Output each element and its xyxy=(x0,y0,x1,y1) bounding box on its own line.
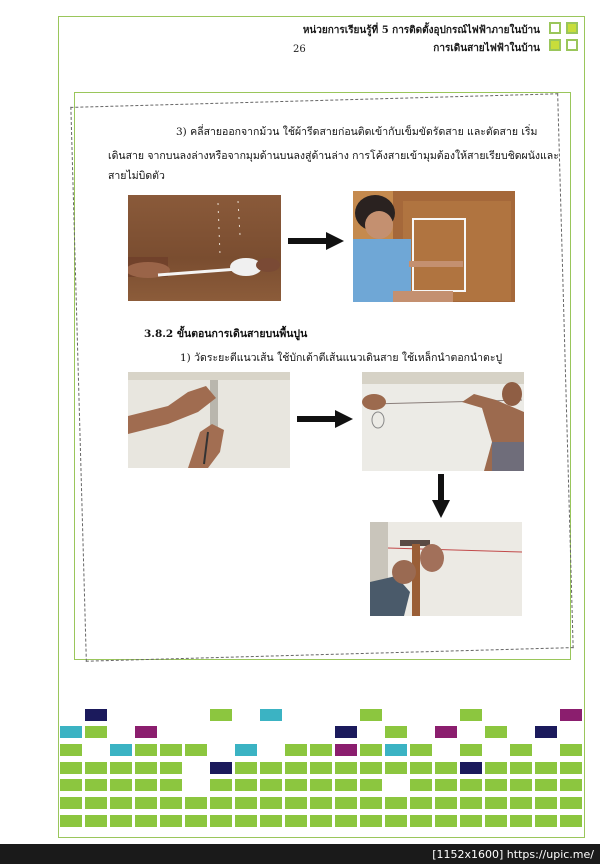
decorative-tile xyxy=(410,815,432,827)
decorative-tile xyxy=(235,762,257,774)
decorative-tile xyxy=(135,797,157,809)
decorative-tile xyxy=(135,762,157,774)
decorative-tile xyxy=(535,762,557,774)
decorative-tile xyxy=(360,744,382,756)
decorative-tile xyxy=(385,726,407,738)
decorative-tile xyxy=(385,744,407,756)
decorative-tile xyxy=(60,815,82,827)
decorative-tile xyxy=(210,762,232,774)
decorative-tile xyxy=(360,797,382,809)
photo-hammering-nail xyxy=(370,522,522,616)
decorative-tile xyxy=(485,762,507,774)
decorative-tile xyxy=(560,779,582,791)
decorative-tile xyxy=(335,726,357,738)
decorative-tile xyxy=(385,815,407,827)
decorative-tile xyxy=(110,779,132,791)
decorative-tile xyxy=(460,762,482,774)
decorative-tile xyxy=(435,726,457,738)
decorative-tile xyxy=(535,815,557,827)
paragraph-line: เดินสาย จากบนลงล่างหรือจากมุมด้านบนลงสู่ด้านล่าง การโค้งสายเข้ามุมต้องให้สายเรียบชิดผนังและ xyxy=(108,150,559,162)
decorative-tile xyxy=(135,726,157,738)
decorative-tile xyxy=(560,815,582,827)
decorative-tile xyxy=(310,762,332,774)
decorative-tile xyxy=(135,779,157,791)
decorative-tile xyxy=(285,744,307,756)
paragraph-line: สายไม่บิดตัว xyxy=(108,170,165,182)
decorative-tile xyxy=(560,709,582,721)
decorative-tile xyxy=(410,762,432,774)
decorative-tile xyxy=(485,797,507,809)
chapter-title: หน่วยการเรียนรู้ที่ 5 การติดตั้งอุปกรณ์ไฟฟ้าภายในบ้าน xyxy=(302,25,540,36)
decorative-tile xyxy=(85,815,107,827)
decorative-tile xyxy=(285,779,307,791)
decorative-tile xyxy=(235,815,257,827)
decorative-tile xyxy=(335,744,357,756)
decorative-tile xyxy=(210,779,232,791)
decorative-tile xyxy=(160,779,182,791)
decorative-tile xyxy=(310,815,332,827)
decorative-tile xyxy=(560,797,582,809)
decorative-tile xyxy=(360,709,382,721)
decorative-tile xyxy=(210,815,232,827)
decorative-tile xyxy=(435,779,457,791)
photo-hammering-nail-drawing xyxy=(370,522,522,616)
decorative-tile xyxy=(460,779,482,791)
decorative-tile xyxy=(385,797,407,809)
decorative-tile xyxy=(360,779,382,791)
photo-chalk-line-drawing xyxy=(362,372,524,471)
decorative-tile xyxy=(85,797,107,809)
decorative-tile xyxy=(185,797,207,809)
decorative-tile xyxy=(485,779,507,791)
decorative-tile xyxy=(535,779,557,791)
decorative-tile xyxy=(60,797,82,809)
decorative-tile xyxy=(110,744,132,756)
decorative-tile xyxy=(435,762,457,774)
decorative-tile xyxy=(85,779,107,791)
decorative-tile xyxy=(560,762,582,774)
decorative-tile xyxy=(360,815,382,827)
decorative-tile xyxy=(160,744,182,756)
decorative-tile xyxy=(435,815,457,827)
decorative-tile xyxy=(535,726,557,738)
decorative-tile xyxy=(235,744,257,756)
decorative-tile xyxy=(460,797,482,809)
photo-measuring-wall-drawing xyxy=(128,372,290,468)
decorative-tile xyxy=(60,726,82,738)
decorative-tile xyxy=(210,797,232,809)
decorative-tile xyxy=(260,779,282,791)
decorative-tile xyxy=(60,779,82,791)
decorative-tile xyxy=(135,815,157,827)
image-source-caption: [1152x1600] https://upic.me/ xyxy=(432,848,594,861)
page-number: 26 xyxy=(293,44,306,55)
decorative-tile xyxy=(560,744,582,756)
down-arrow-icon xyxy=(432,474,450,518)
decorative-tile xyxy=(285,797,307,809)
decorative-tile xyxy=(260,815,282,827)
decorative-tile xyxy=(510,762,532,774)
decorative-tile xyxy=(235,797,257,809)
decorative-tile xyxy=(510,744,532,756)
decorative-tile xyxy=(110,797,132,809)
decorative-tile xyxy=(535,797,557,809)
decorative-tile xyxy=(460,815,482,827)
decorative-tile xyxy=(160,815,182,827)
decorative-tile xyxy=(310,797,332,809)
decorative-tile xyxy=(160,762,182,774)
decorative-tile xyxy=(335,762,357,774)
decorative-tile xyxy=(60,744,82,756)
decorative-tile xyxy=(335,779,357,791)
decorative-tile xyxy=(485,815,507,827)
photo-measuring-wall xyxy=(128,372,290,468)
decorative-tile xyxy=(210,709,232,721)
squares-logo-icon xyxy=(549,22,581,54)
decorative-tile xyxy=(85,726,107,738)
decorative-tile xyxy=(335,815,357,827)
decorative-tile xyxy=(260,762,282,774)
chapter-header xyxy=(240,22,540,58)
decorative-tile xyxy=(510,797,532,809)
decorative-tile xyxy=(510,815,532,827)
decorative-tile xyxy=(510,779,532,791)
decorative-tile xyxy=(360,762,382,774)
decorative-tile xyxy=(60,762,82,774)
decorative-tile xyxy=(160,797,182,809)
decorative-tile xyxy=(85,762,107,774)
decorative-tile xyxy=(110,815,132,827)
decorative-tile xyxy=(135,744,157,756)
decorative-tile xyxy=(310,744,332,756)
decorative-tile xyxy=(410,779,432,791)
step-text: 1) วัดระยะตีแนวเส้น ใช้บักเต้าตีเส้นแนวเดินสาย ใช้เหล็กนำตอกนำตะปู xyxy=(180,352,503,364)
section-heading: 3.8.2 ขั้นตอนการเดินสายบนพื้นปูน xyxy=(144,328,308,340)
decorative-tile xyxy=(260,797,282,809)
paragraph-line: 3) คลี่สายออกจากม้วน ใช้ผ้ารีดสายก่อนติดเข้ากับเข็มขัดรัดสาย และตัดสาย เริ่ม xyxy=(176,126,538,138)
decorative-tile xyxy=(485,726,507,738)
decorative-tile xyxy=(460,744,482,756)
decorative-tile xyxy=(435,797,457,809)
photo-cable-tape xyxy=(128,195,281,301)
decorative-tile xyxy=(410,744,432,756)
decorative-tile xyxy=(235,779,257,791)
decorative-tile xyxy=(260,709,282,721)
right-arrow-icon xyxy=(297,410,353,428)
decorative-tile xyxy=(335,797,357,809)
decorative-tile xyxy=(285,815,307,827)
decorative-tile xyxy=(310,779,332,791)
decorative-tile xyxy=(410,797,432,809)
photo-person-wiring-drawing xyxy=(353,191,515,302)
right-arrow-icon xyxy=(288,232,344,250)
decorative-tile xyxy=(110,762,132,774)
section-title: การเดินสายไฟฟ้าในบ้าน xyxy=(433,43,540,54)
photo-person-wiring xyxy=(353,191,515,302)
decorative-tile xyxy=(185,744,207,756)
decorative-tile xyxy=(385,762,407,774)
decorative-tile xyxy=(185,815,207,827)
photo-cable-tape-drawing xyxy=(128,195,281,301)
decorative-tile xyxy=(460,709,482,721)
decorative-tile xyxy=(85,709,107,721)
photo-chalk-line xyxy=(362,372,524,471)
decorative-tile xyxy=(285,762,307,774)
